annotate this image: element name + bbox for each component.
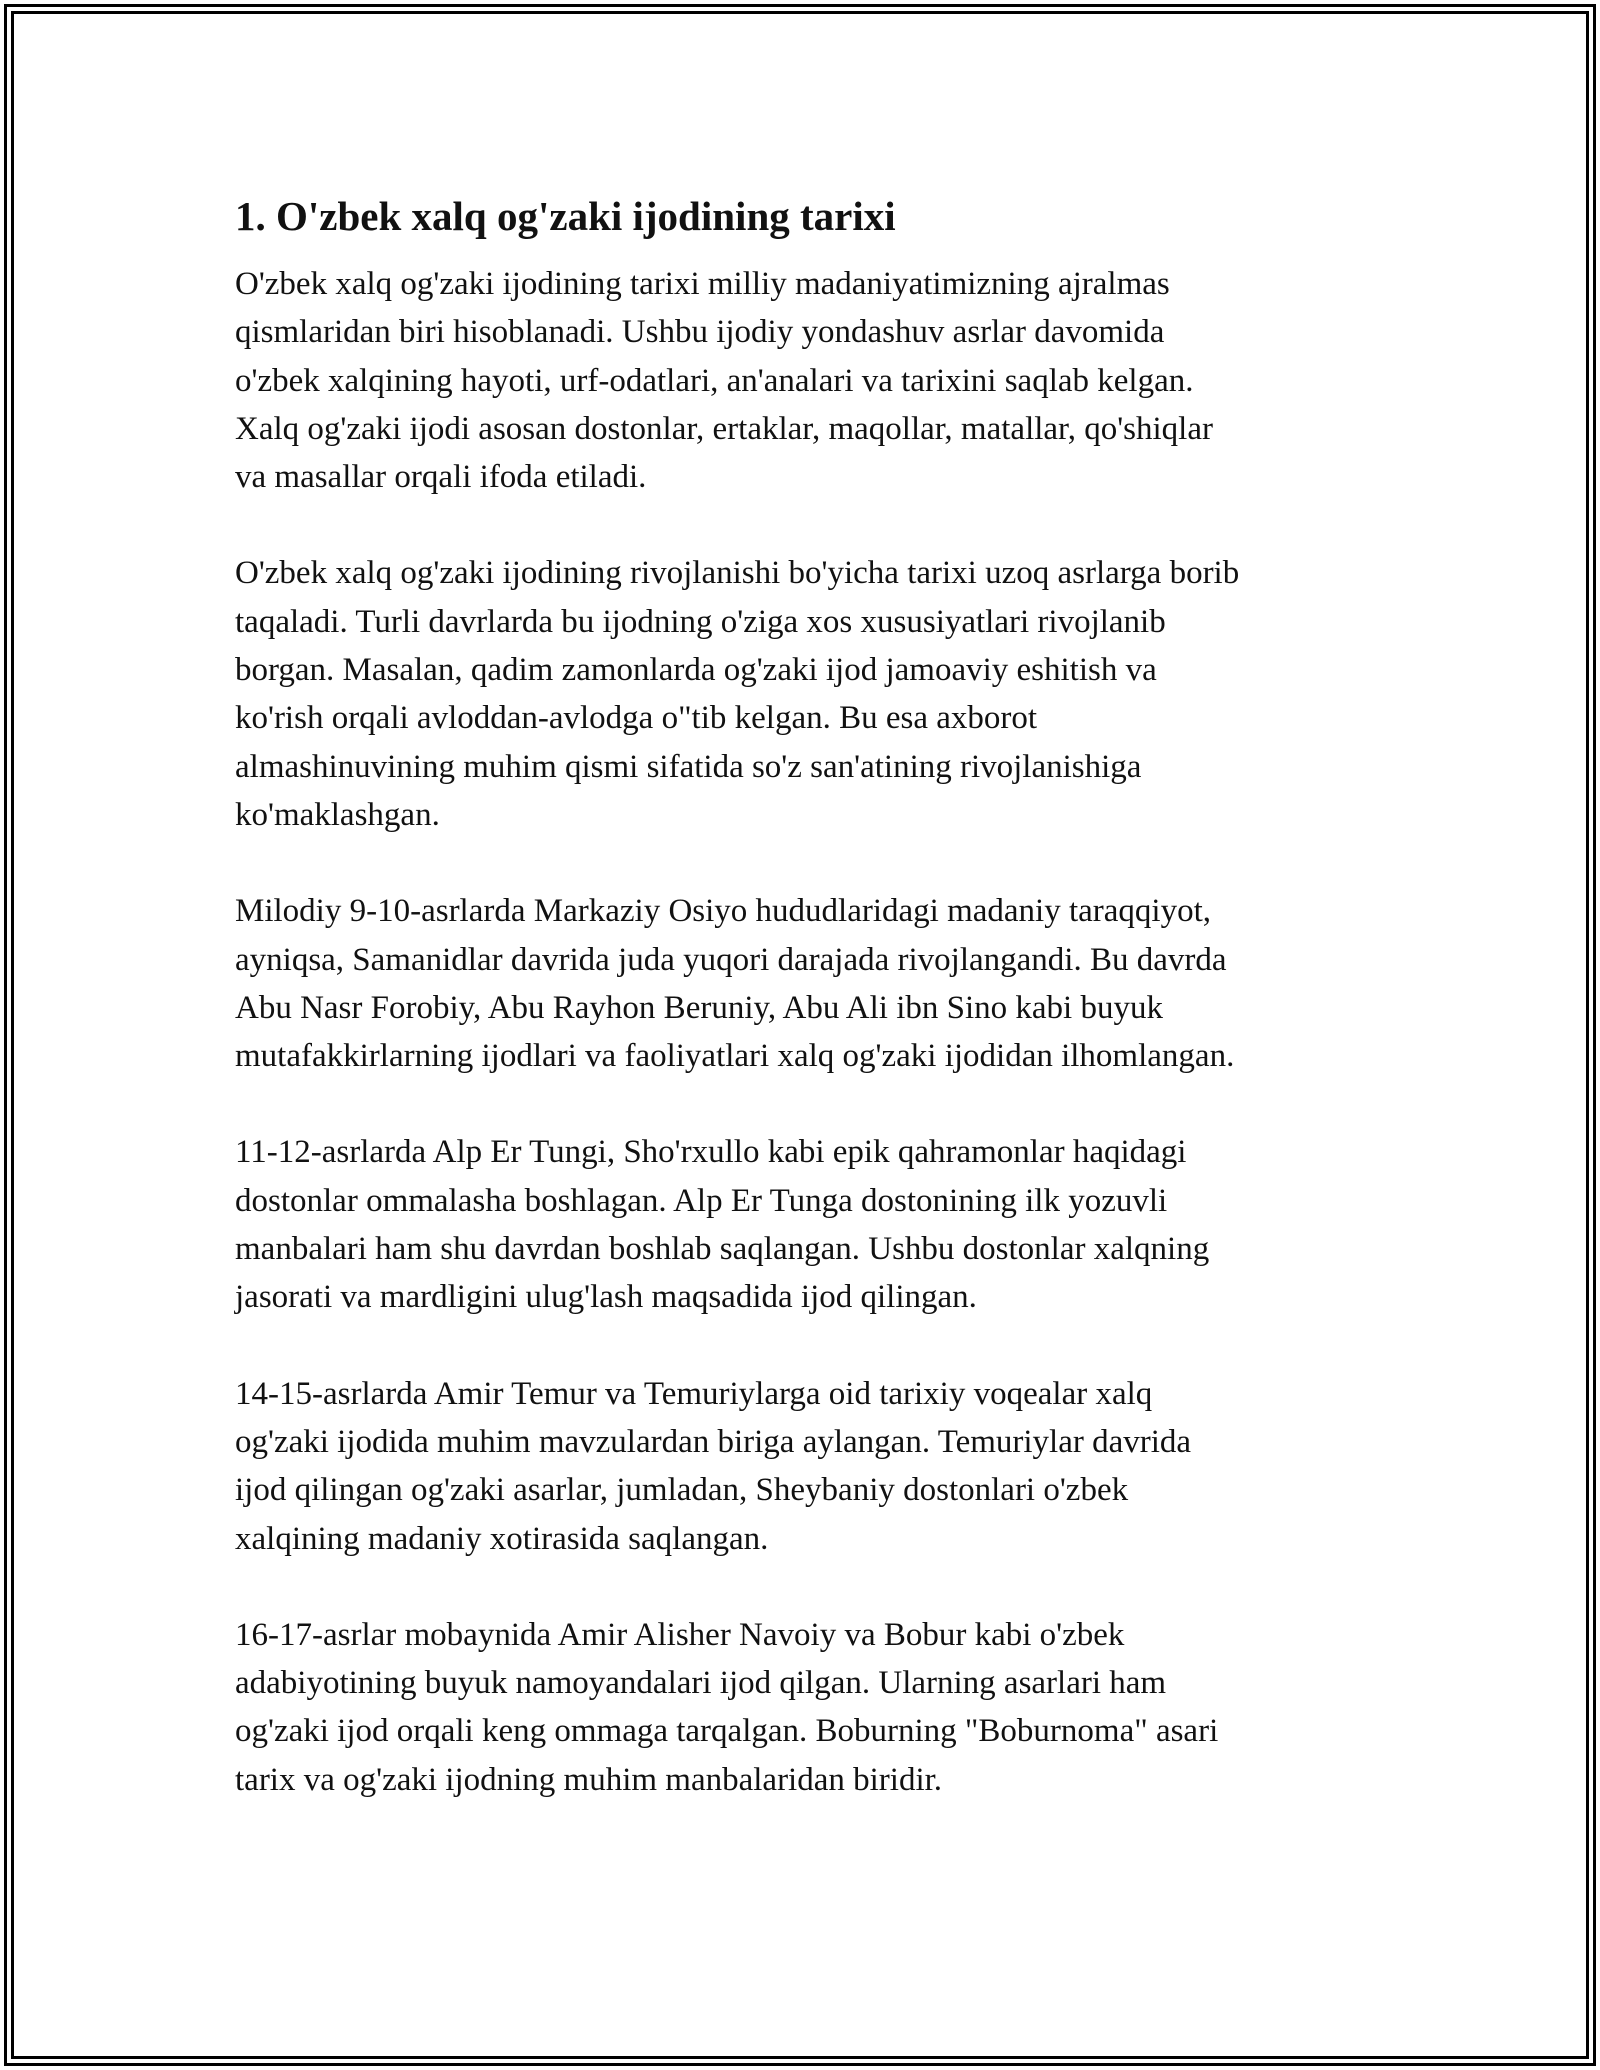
paragraph-intro: O'zbek xalq og'zaki ijodining tarixi milliy madaniyatimizning ajralmas qismlaridan biri hisoblanadi. Ushbu ijodiy yondashuv asrlar davomida o'zbek xalqining hayoti, urf-odatlari, an'analari va tarixini saqlab kelgan. Xalq og'zaki ijodi asosan dostonlar, ertaklar, maqollar, matallar, qo'shiqlar va masallar orqali ifoda etiladi. [235,266,1213,496]
paragraph-development: O'zbek xalq og'zaki ijodining rivojlanishi bo'yicha tarixi uzoq asrlarga borib taqaladi. Turli davrlarda bu ijodning o'ziga xos xususiyatlari rivojlanib borgan. Masalan, qadim zamonlarda og'zaki ijod jamoaviy eshitish va ko'rish orqali avloddan-avlodga o"tib kelgan. Bu esa axborot almashinuvining muhim qismi sifatida so'z san'atining rivojlanishiga ko'maklashgan. [235,555,1240,833]
section-heading: 1. O'zbek xalq og'zaki ijodining tarixi [235,193,896,239]
paragraph-11-12-centuries: 11-12-asrlarda Alp Er Tungi, Sho'rxullo kabi epik qahramonlar haqidagi dostonlar ommalasha boshlagan. Alp Er Tunga dostonining ilk yozuvli manbalari ham shu davrdan boshlab saqlangan. Ushbu dostonlar xalqning jasorati va mardligini ulug'lash maqsadida ijod qilingan. [235,1134,1210,1316]
document-body [235,190,1365,1852]
paragraph-9-10-centuries: Milodiy 9-10-asrlarda Markaziy Osiyo hududlaridagi madaniy taraqqiyot, ayniqsa, Samanidlar davrida juda yuqori darajada rivojlangandi. Bu davrda Abu Nasr Forobiy, Abu Rayhon Beruniy, Abu Ali ibn Sino kabi buyuk mutafakkirlarning ijodlari va faoliyatlari xalq og'zaki ijodidan ilhomlangan. [235,893,1235,1075]
paragraph-16-17-centuries: 16-17-asrlar mobaynida Amir Alisher Navoiy va Bobur kabi o'zbek adabiyotining buyuk namoyandalari ijod qilgan. Ularning asarlari ham og'zaki ijod orqali keng ommaga tarqalgan. Boburning "Boburnoma" asari tarix va og'zaki ijodning muhim manbalaridan biridir. [235,1616,1219,1798]
paragraph-14-15-centuries: 14-15-asrlarda Amir Temur va Temuriylarga oid tarixiy voqealar xalq og'zaki ijodida muhim mavzulardan biriga aylangan. Temuriylar davrida ijod qilingan og'zaki asarlar, jumladan, Sheybaniy dostonlari o'zbek xalqining madaniy xotirasida saqlangan. [235,1375,1192,1557]
